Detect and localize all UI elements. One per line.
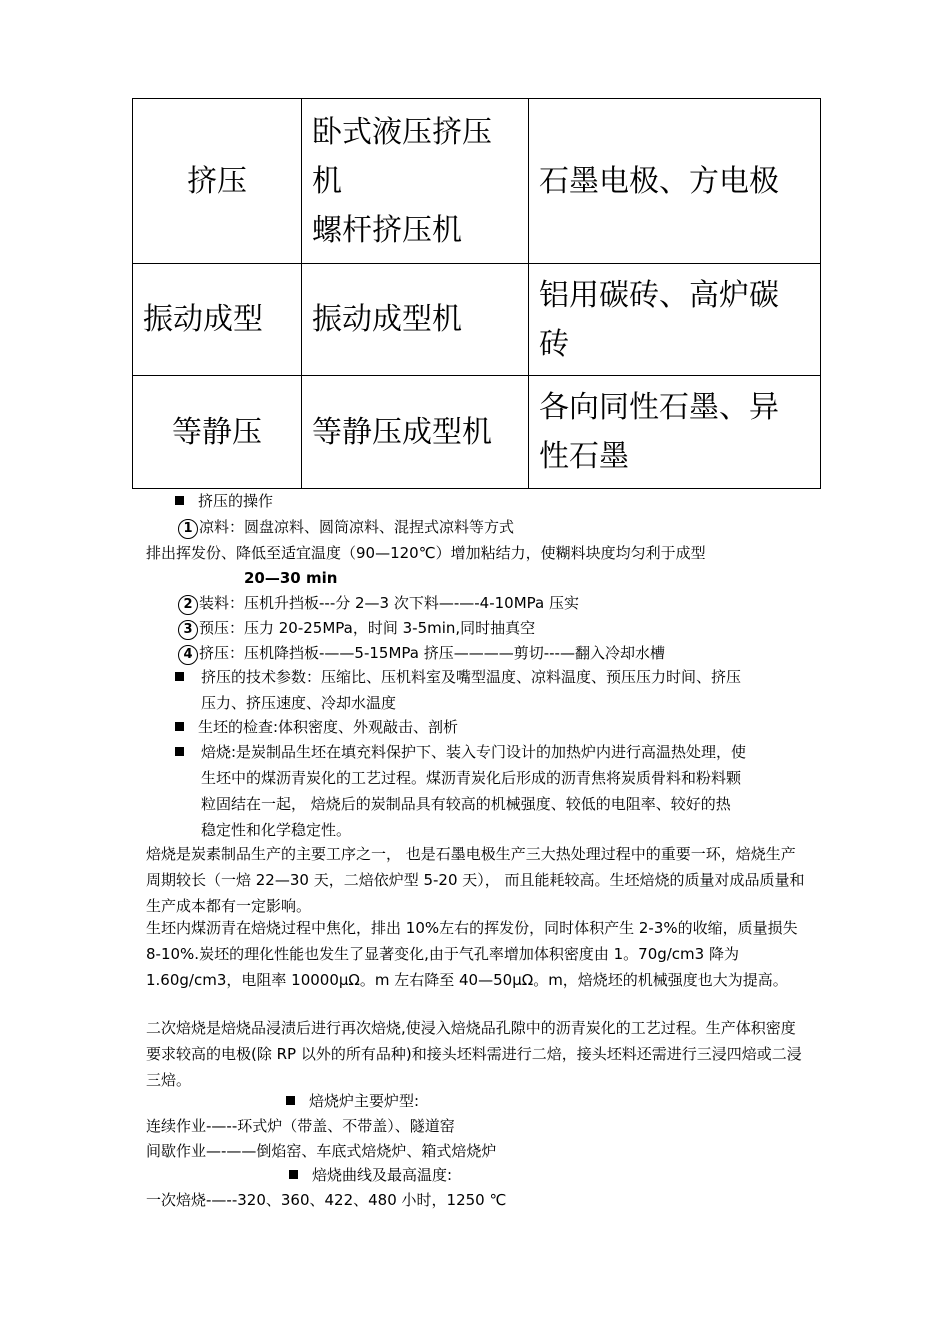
- table-row: [133, 99, 821, 264]
- circled-number-icon: 1: [178, 519, 198, 539]
- step-1-detail: 排出挥发份、降低至适宜温度（90—120℃）增加粘结力，使糊料块度均匀利于成型: [146, 544, 706, 562]
- step-3: 3 预压：压力 20-25MPa，时间 3-5min,同时抽真空: [178, 615, 535, 641]
- product-line: 各向同性石墨、异: [539, 390, 779, 425]
- batch-operation: 间歇作业—-——倒焰窑、车底式焙烧炉、箱式焙烧炉: [146, 1142, 497, 1160]
- first-baking: 一次焙烧-—--320、360、422、480 小时，1250 ℃: [146, 1191, 507, 1209]
- method-cell: 挤压: [133, 99, 302, 264]
- method-cell: 等静压: [133, 376, 302, 489]
- extrusion-heading: 挤压的操作: [175, 488, 273, 514]
- table-row: [133, 264, 821, 376]
- tech-params-text: 挤压的技术参数：压缩比、压机料室及嘴型温度、凉料温度、预压压力时间、挤压 压力、挤压速度、冷却水温度: [201, 668, 742, 712]
- product-line: 砖: [539, 326, 569, 362]
- baking-bullet: [175, 739, 198, 765]
- step-4: 4 挤压：压机降挡板-——5-15MPa 挤压————剪切---—翻入冷却水槽: [178, 640, 665, 666]
- table-row: [133, 376, 821, 489]
- circled-number-icon: 2: [178, 595, 198, 615]
- tech-params-bullet: [175, 664, 198, 690]
- continuous-operation: 连续作业-—--环式炉（带盖、不带盖）、隧道窑: [146, 1117, 455, 1135]
- square-bullet-icon: [175, 722, 184, 731]
- curve-heading: 焙烧曲线及最高温度:: [289, 1162, 452, 1188]
- machine-cell: 等静压成型机: [302, 376, 529, 489]
- square-bullet-icon: [175, 496, 184, 505]
- machine-line: 机: [312, 163, 342, 199]
- inspection-bullet: 生坯的检查:体积密度、外观敲击、剖析: [175, 714, 458, 740]
- step-1-time: 20—30 min: [244, 569, 338, 587]
- product-line: 铝用碳砖、高炉碳: [539, 277, 779, 313]
- product-cell: [529, 264, 821, 376]
- paragraph-second-baking: 二次焙烧是焙烧品浸渍后进行再次焙烧,使浸入焙烧品孔隙中的沥青炭化的工艺过程。生产体积密度要求较高的电极(除 RP 以外的所有品种)和接头坯料需进行二焙，接头坯料还需进行三浸四焙或二浸三焙。: [146, 1019, 802, 1089]
- paragraph-baking-importance: 焙烧是炭素制品生产的主要工序之一， 也是石墨电极生产三大热处理过程中的重要一环，焙烧生产周期较长（一焙 22—30 天，二焙依炉型 5-20 天）， 而且能耗较高。生坯焙烧的质量对成品质量和生产成本都有一定影响。: [146, 845, 805, 915]
- circled-number-icon: 3: [178, 620, 198, 640]
- product-line: 性石墨: [539, 439, 629, 474]
- machine-cell: 振动成型机: [302, 264, 529, 376]
- paragraph-coking: 生坯内煤沥青在焙烧过程中焦化，排出 10%左右的挥发份，同时体积产生 2-3%的收缩，质量损失 8-10%.炭坯的理化性能也发生了显著变化,由于气孔率增加体积密度由 1。70g/cm3 降为 1.60g/cm3，电阻率 10000μΩ。m 左右降至 40—50μΩ。m，焙烧坯的机械强度也大为提高。: [146, 919, 798, 989]
- product-cell: [529, 376, 821, 489]
- machine-line: 螺杆挤压机: [312, 212, 462, 248]
- square-bullet-icon: [289, 1170, 298, 1179]
- method-cell: 振动成型: [133, 264, 302, 376]
- circled-number-icon: 4: [178, 645, 198, 665]
- machine-cell: [302, 99, 529, 264]
- square-bullet-icon: [175, 747, 184, 756]
- forming-methods-table: [132, 98, 821, 489]
- furnace-heading: 焙烧炉主要炉型:: [286, 1088, 419, 1114]
- product-cell: 石墨电极、方电极: [529, 99, 821, 264]
- baking-definition: 焙烧:是炭制品生坯在填充料保护下、装入专门设计的加热炉内进行高温热处理，使 生坯中的煤沥青炭化的工艺过程。煤沥青炭化后形成的沥青焦将炭质骨料和粉料颗 粒固结在一起， 焙烧后的炭制品具有较高的机械强度、较低的电阻率、较好的热 稳定性和化学稳定性。: [201, 743, 747, 839]
- step-2: 2 装料：压机升挡板---分 2—3 次下料—-—-4-10MPa 压实: [178, 590, 579, 616]
- machine-line: 卧式液压挤压: [312, 114, 492, 150]
- step-1: 1 凉料：圆盘凉料、圆筒凉料、混捏式凉料等方式: [178, 514, 514, 540]
- square-bullet-icon: [286, 1096, 295, 1105]
- square-bullet-icon: [175, 672, 184, 681]
